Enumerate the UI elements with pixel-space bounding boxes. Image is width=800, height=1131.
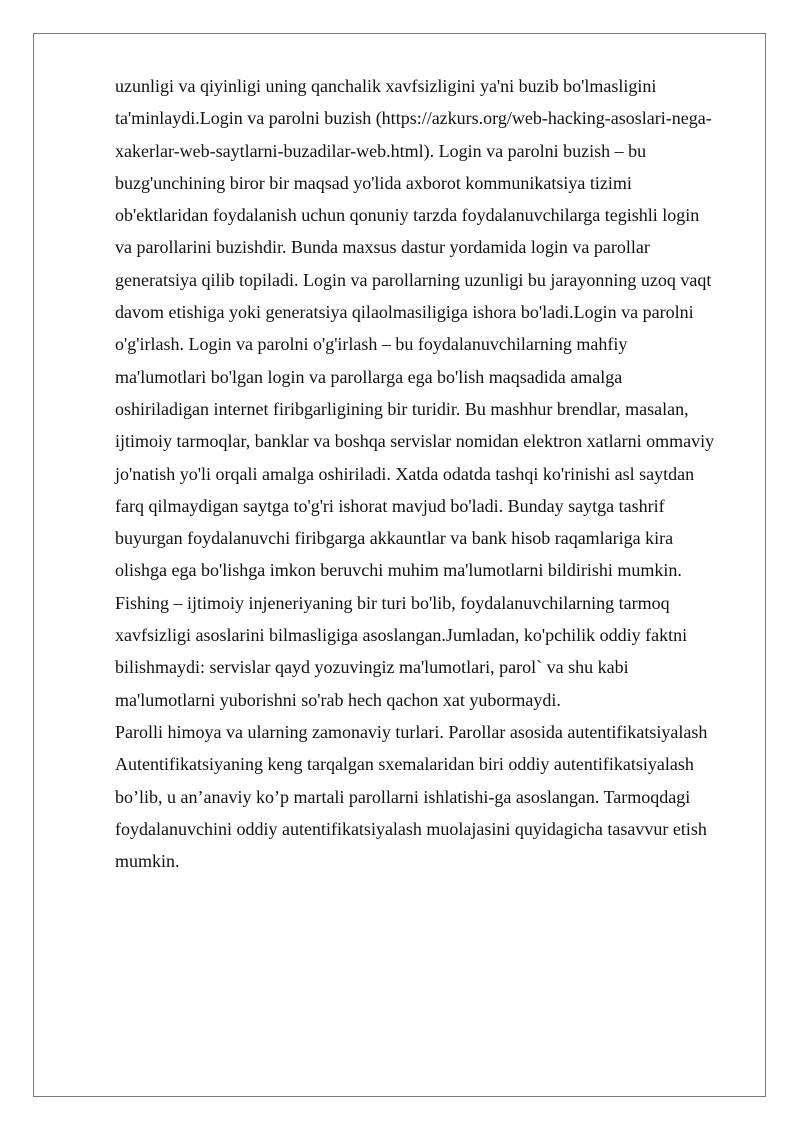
text-line: xakerlar-web-saytlarni-buzadilar-web.html). Login va parolni buzish – bu	[115, 140, 647, 161]
text-line: generatsiya qilib topiladi. Login va parollarning uzunligi bu jarayonning uzoq vaqt	[115, 269, 712, 290]
text-line: ma'lumotlari bo'lgan login va parollarga ega bo'lish maqsadida amalga	[115, 366, 623, 387]
text-line: ma'lumotlarni yuborishni so'rab hech qachon xat yubormaydi.	[115, 689, 561, 710]
text-line: va parollarini buzishdir. Bunda maxsus dastur yordamida login va parollar	[115, 237, 650, 258]
text-line: olishga ega bo'lishga imkon beruvchi muhim ma'lumotlarni bildirishi mumkin.	[115, 560, 682, 581]
text-line: foydalanuvchini oddiy autentifikatsiyalash muolajasini quyidagicha tasavvur etish	[115, 818, 707, 839]
text-line: jo'natish yo'li orqali amalga oshiriladi. Xatda odatda tashqi ko'rinishi asl saytdan	[115, 463, 695, 484]
text-line: Fishing – ijtimoiy injeneriyaning bir turi bo'lib, foydalanuvchilarning tarmoq	[115, 592, 670, 613]
text-line: davom etishiga yoki generatsiya qilaolmasiligiga ishora bo'ladi.Login va parolni	[115, 302, 694, 323]
text-line: Parolli himoya va ularning zamonaviy turlari. Parollar asosida autentifikatsiyalash	[115, 721, 708, 742]
text-line: bo’lib, u an’anaviy ko’p martali parollarni ishlatishi-ga asoslangan. Tarmoqdagi	[115, 786, 691, 807]
text-line: ob'ektlaridan foydalanish uchun qonuniy tarzda foydalanuvchilarga tegishli login	[115, 205, 700, 226]
text-line: Autentifikatsiyaning keng tarqalgan sxemalaridan biri oddiy autentifikatsiyalash	[115, 754, 694, 775]
text-line: o'g'irlash. Login va parolni o'g'irlash – bu foydalanuvchilarning mahfiy	[115, 334, 628, 355]
text-line: oshiriladigan internet firibgarligining bir turidir. Bu mashhur brendlar, masalan,	[115, 398, 689, 419]
text-line: uzunligi va qiyinligi uning qanchalik xavfsizligini ya'ni buzib bo'lmasligini	[115, 76, 657, 96]
text-line: buzg'unchining biror bir maqsad yo'lida axborot kommunikatsiya tizimi	[115, 172, 632, 193]
text-line: ijtimoiy tarmoqlar, banklar va boshqa servislar nomidan elektron xatlarni ommaviy	[115, 431, 715, 452]
text-line: ta'minlaydi.Login va parolni buzish (https://azkurs.org/web-hacking-asoslari-nega-	[115, 108, 712, 129]
document-body-text	[115, 70, 745, 877]
text-line: buyurgan foydalanuvchi firibgarga akkauntlar va bank hisob raqamlariga kira	[115, 528, 674, 549]
text-line: xavfsizligi asoslarini bilmasligiga asoslangan.Jumladan, ko'pchilik oddiy faktni	[115, 625, 688, 646]
text-line: farq qilmaydigan saytga to'g'ri ishorat mavjud bo'ladi. Bunday saytga tashrif	[115, 495, 665, 516]
text-line: mumkin.	[115, 851, 180, 872]
text-line: bilishmaydi: servislar qayd yozuvingiz ma'lumotlari, parol` va shu kabi	[115, 657, 629, 678]
